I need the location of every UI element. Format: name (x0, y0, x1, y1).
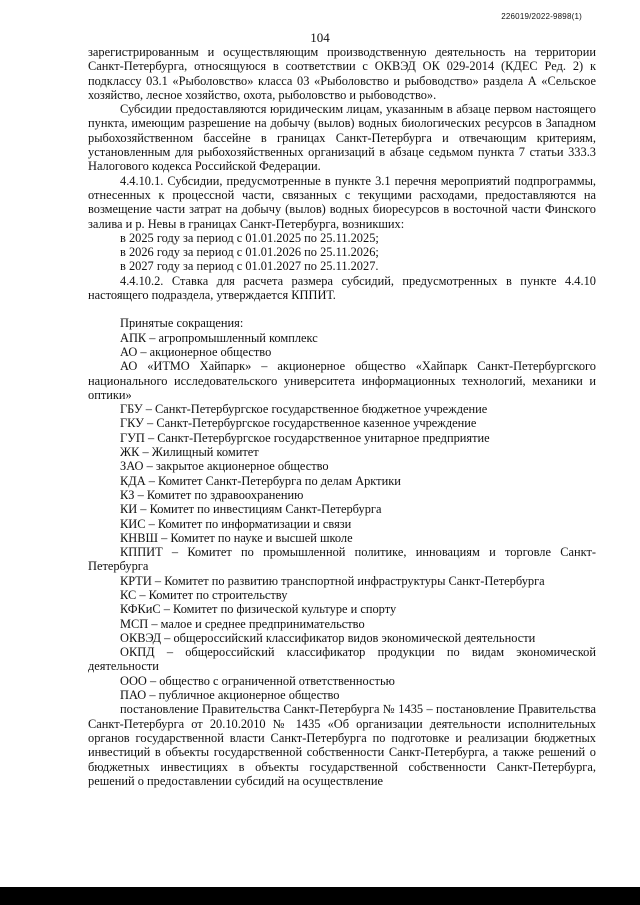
paragraphs-top (88, 45, 596, 302)
abbreviation-item: ПАО – публичное акционерное общество (120, 688, 340, 703)
paragraph: в 2027 году за период с 01.01.2027 по 25.11.2027. (120, 259, 379, 274)
abbreviation-item: КИ – Комитет по инвестициям Санкт-Петербурга (120, 502, 382, 517)
abbreviation-item: ООО – общество с ограниченной ответственностью (120, 673, 395, 688)
paragraph: 4.4.10.2. Ставка для расчета размера субсидий, предусмотренных в пункте 4.4.10 настоящего подраздела, утверждается КППИТ. (88, 273, 596, 303)
paragraph: в 2025 году за период с 01.01.2025 по 25.11.2025; (120, 230, 379, 245)
abbreviation-item: АПК – агропромышленный комплекс (120, 330, 318, 345)
paragraph: Субсидии предоставляются юридическим лицам, указанным в абзаце первом настоящего пункта, имеющим разрешение на добычу (вылов) водных биологических ресурсов в Западном рыбохозяйственном бассейне в границах Санкт-Петербурга и отвечающим критериям, установленным для рыбохозяйственных организаций в абзаце седьмом пункта 7 статьи 333.3 Налогового кодекса Российской Федерации. (88, 102, 596, 174)
paragraph: в 2026 году за период с 01.01.2026 по 25.11.2026; (120, 245, 379, 260)
abbreviation-item: ГУП – Санкт-Петербургское государственное унитарное предприятие (120, 430, 490, 445)
paragraph: зарегистрированным и осуществляющим производственную деятельность на территории Санкт-Петербурга, относящуюся в соответствии с ОКВЭД ОК 029-2014 (КДЕС Ред. 2) к подклассу 03.1 «Рыболовство» класса 03 «Рыболовство и рыбоводство» раздела А «Сельское хозяйство, лесное хозяйство, охота, рыболовство и рыбоводство». (88, 45, 596, 102)
document-id: 226019/2022-9898(1) (501, 12, 582, 21)
abbreviation-item: ЖК – Жилищный комитет (120, 445, 259, 460)
abbreviation-item: ОКПД – общероссийский классификатор продукции по видам экономической деятельности (88, 645, 596, 674)
paragraph: 4.4.10.1. Субсидии, предусмотренные в пункте 3.1 перечня мероприятий подпрограммы, отнесенных к процессной части, связанных с текущими расходами, предоставляются на возмещение части затрат на добычу (вылов) водных биоресурсов в восточной части Финского залива и р. Невы в границах Санкт-Петербурга, возникших: (88, 173, 596, 231)
document-body (88, 45, 596, 788)
abbreviation-item: ГКУ – Санкт-Петербургское государственное казенное учреждение (120, 416, 477, 431)
abbreviations-title: Принятые сокращения: (120, 316, 244, 331)
abbreviation-item: КРТИ – Комитет по развитию транспортной инфраструктуры Санкт-Петербурга (120, 573, 545, 588)
abbreviation-item: КС – Комитет по строительству (120, 587, 288, 602)
abbreviation-item: постановление Правительства Санкт-Петербурга № 1435 – постановление Правительства Санкт-Петербурга от 20.10.2010 № 1435 «Об организации деятельности исполнительных органов государственной власти Санкт-Петербурга по подготовке и реализации бюджетных инвестиций в объекты государственной собственности Санкт-Петербурга, а также решений о бюджетных инвестициях в объекты государственной собственности Санкт-Петербурга, решений о предоставлении субсидий на осуществление (88, 702, 596, 788)
abbreviation-item: КДА – Комитет Санкт-Петербурга по делам Арктики (120, 473, 401, 488)
abbreviation-item: КИС – Комитет по информатизации и связи (120, 516, 352, 531)
page-number: 104 (310, 30, 330, 45)
abbreviation-item: ЗАО – закрытое акционерное общество (120, 459, 329, 474)
spacer (88, 302, 596, 316)
abbreviation-item: АО «ИТМО Хайпарк» – акционерное общество «Хайпарк Санкт-Петербургского национального исследовательского университета информационных технологий, механики и оптики» (88, 359, 596, 402)
abbreviation-item: КППИТ – Комитет по промышленной политике, инновациям и торговле Санкт-Петербурга (88, 545, 596, 574)
abbreviations-list (88, 331, 596, 789)
abbreviation-item: КЗ – Комитет по здравоохранению (120, 487, 304, 502)
abbreviation-item: КФКиС – Комитет по физической культуре и спорту (120, 602, 397, 617)
abbreviation-item: МСП – малое и среднее предпринимательство (120, 616, 365, 631)
abbreviation-item: ОКВЭД – общероссийский классификатор видов экономической деятельности (120, 630, 536, 645)
abbreviation-item: ГБУ – Санкт-Петербургское государственное бюджетное учреждение (120, 402, 488, 417)
scan-bottom-border (0, 887, 640, 905)
abbreviation-item: АО – акционерное общество (120, 344, 272, 359)
abbreviation-item: КНВШ – Комитет по науке и высшей школе (120, 530, 353, 545)
